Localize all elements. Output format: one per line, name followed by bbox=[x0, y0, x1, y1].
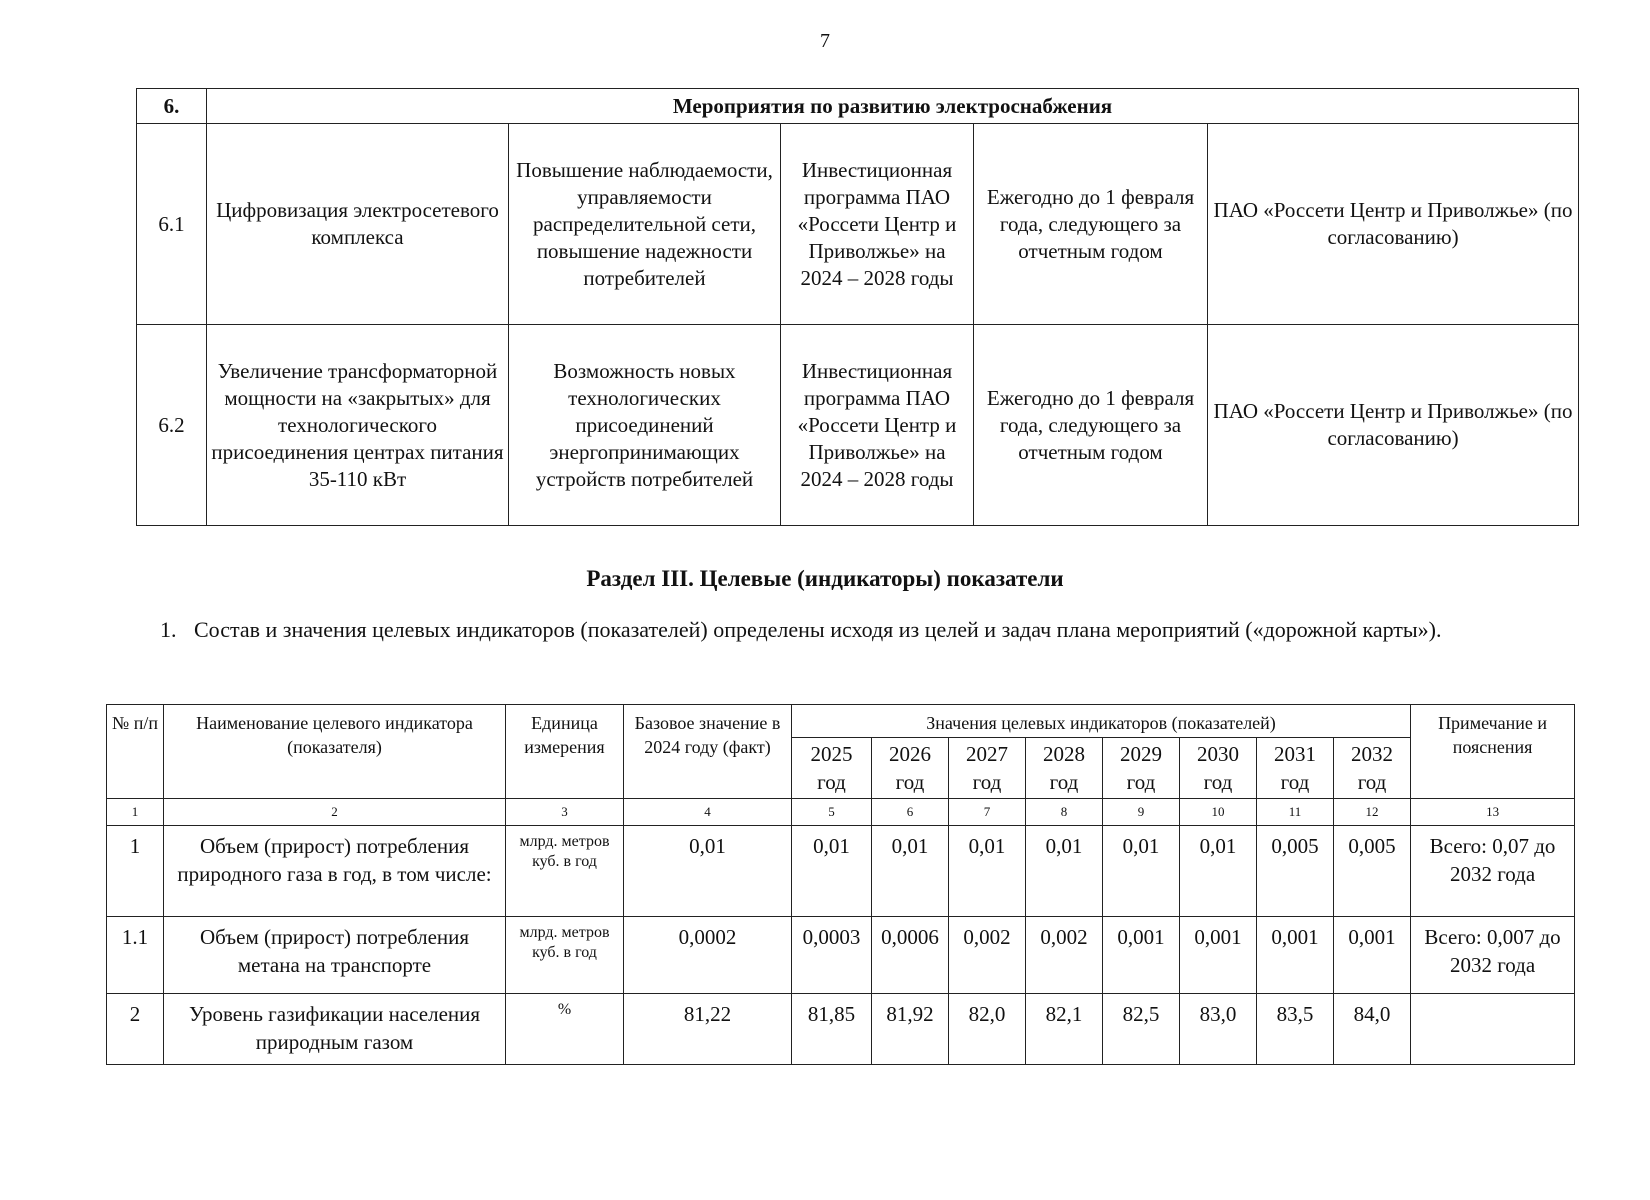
measure-name: Увеличение трансформаторной мощности на «закрытых» для технологического присоединения центрах питания 35-110 кВт bbox=[207, 325, 509, 526]
indicator-value: 82,5 bbox=[1103, 994, 1180, 1065]
header-unit: Единица измерения bbox=[506, 705, 624, 799]
indicator-value: 0,0006 bbox=[872, 917, 949, 994]
intro-paragraph bbox=[160, 616, 1542, 644]
measure-name: Цифровизация электросетевого комплекса bbox=[207, 124, 509, 325]
measure-deadline: Ежегодно до 1 февраля года, следующего за отчетным годом bbox=[974, 124, 1208, 325]
indicator-note: Всего: 0,07 до 2032 года bbox=[1411, 826, 1575, 917]
indicator-value: 0,0003 bbox=[792, 917, 872, 994]
indicator-value: 0,001 bbox=[1103, 917, 1180, 994]
indicator-name: Объем (прирост) потребления метана на транспорте bbox=[164, 917, 506, 994]
header-values: Значения целевых индикаторов (показателей) bbox=[792, 705, 1411, 738]
measure-deadline: Ежегодно до 1 февраля года, следующего за отчетным годом bbox=[974, 325, 1208, 526]
measure-source: Инвестиционная программа ПАО «Россети Центр и Приволжье» на 2024 – 2028 годы bbox=[781, 124, 974, 325]
indicator-value: 0,01 bbox=[1026, 826, 1103, 917]
indicator-value: 0,005 bbox=[1257, 826, 1334, 917]
indicator-value: 0,01 bbox=[792, 826, 872, 917]
indicator-value: 0,002 bbox=[1026, 917, 1103, 994]
header-year: 2029 год bbox=[1103, 738, 1180, 799]
indicator-value: 83,0 bbox=[1180, 994, 1257, 1065]
section-number: 6. bbox=[137, 89, 207, 124]
indicator-value: 81,85 bbox=[792, 994, 872, 1065]
measure-responsible: ПАО «Россети Центр и Приволжье» (по согласованию) bbox=[1208, 325, 1579, 526]
table-row bbox=[137, 124, 1579, 325]
header-num: № п/п bbox=[107, 705, 164, 799]
column-number: 8 bbox=[1026, 799, 1103, 826]
indicator-value: 0,001 bbox=[1257, 917, 1334, 994]
section-title: Мероприятия по развитию электроснабжения bbox=[207, 89, 1579, 124]
indicator-note bbox=[1411, 994, 1575, 1065]
column-number: 12 bbox=[1334, 799, 1411, 826]
column-number: 6 bbox=[872, 799, 949, 826]
column-number: 9 bbox=[1103, 799, 1180, 826]
column-number: 10 bbox=[1180, 799, 1257, 826]
header-year: 2032 год bbox=[1334, 738, 1411, 799]
header-year: 2026 год bbox=[872, 738, 949, 799]
indicator-base: 81,22 bbox=[624, 994, 792, 1065]
indicator-value: 82,0 bbox=[949, 994, 1026, 1065]
measures-table bbox=[136, 88, 1579, 526]
column-number: 7 bbox=[949, 799, 1026, 826]
indicator-unit: млрд. метров куб. в год bbox=[506, 826, 624, 917]
indicator-value: 0,01 bbox=[872, 826, 949, 917]
indicator-value: 83,5 bbox=[1257, 994, 1334, 1065]
section-header-row bbox=[137, 89, 1579, 124]
measure-result: Возможность новых технологических присоединений энергопринимающих устройств потребителей bbox=[509, 325, 781, 526]
indicator-value: 0,01 bbox=[949, 826, 1026, 917]
table-row bbox=[107, 917, 1575, 994]
column-number: 1 bbox=[107, 799, 164, 826]
indicator-number: 2 bbox=[107, 994, 164, 1065]
header-year: 2031 год bbox=[1257, 738, 1334, 799]
indicator-unit: млрд. метров куб. в год bbox=[506, 917, 624, 994]
column-number: 11 bbox=[1257, 799, 1334, 826]
measure-responsible: ПАО «Россети Центр и Приволжье» (по согласованию) bbox=[1208, 124, 1579, 325]
header-year: 2025 год bbox=[792, 738, 872, 799]
header-year: 2030 год bbox=[1180, 738, 1257, 799]
table-row bbox=[107, 826, 1575, 917]
indicator-name: Объем (прирост) потребления природного газа в год, в том числе: bbox=[164, 826, 506, 917]
header-name: Наименование целевого индикатора (показателя) bbox=[164, 705, 506, 799]
indicator-value: 0,01 bbox=[1180, 826, 1257, 917]
indicator-value: 81,92 bbox=[872, 994, 949, 1065]
column-number: 5 bbox=[792, 799, 872, 826]
indicator-base: 0,01 bbox=[624, 826, 792, 917]
measure-result: Повышение наблюдаемости, управляемости распределительной сети, повышение надежности потребителей bbox=[509, 124, 781, 325]
header-year: 2028 год bbox=[1026, 738, 1103, 799]
indicator-value: 0,01 bbox=[1103, 826, 1180, 917]
column-number-row bbox=[107, 799, 1575, 826]
table-row bbox=[107, 994, 1575, 1065]
indicator-number: 1 bbox=[107, 826, 164, 917]
indicator-base: 0,0002 bbox=[624, 917, 792, 994]
header-year: 2027 год bbox=[949, 738, 1026, 799]
indicators-table bbox=[106, 704, 1575, 1065]
measure-number: 6.2 bbox=[137, 325, 207, 526]
table-row bbox=[137, 325, 1579, 526]
column-number: 3 bbox=[506, 799, 624, 826]
indicator-note: Всего: 0,007 до 2032 года bbox=[1411, 917, 1575, 994]
column-number: 13 bbox=[1411, 799, 1575, 826]
indicator-value: 0,005 bbox=[1334, 826, 1411, 917]
header-row bbox=[107, 705, 1575, 738]
intro-text: Состав и значения целевых индикаторов (показателей) определены исходя из целей и задач плана мероприятий («дорожной карты»). bbox=[194, 617, 1442, 642]
measure-source: Инвестиционная программа ПАО «Россети Центр и Приволжье» на 2024 – 2028 годы bbox=[781, 325, 974, 526]
header-note: Примечание и пояснения bbox=[1411, 705, 1575, 799]
page-number: 7 bbox=[820, 30, 830, 52]
header-base: Базовое значение в 2024 году (факт) bbox=[624, 705, 792, 799]
indicator-value: 0,001 bbox=[1334, 917, 1411, 994]
indicator-value: 0,002 bbox=[949, 917, 1026, 994]
indicator-value: 82,1 bbox=[1026, 994, 1103, 1065]
indicator-value: 0,001 bbox=[1180, 917, 1257, 994]
indicator-name: Уровень газификации населения природным газом bbox=[164, 994, 506, 1065]
intro-number: 1. bbox=[160, 617, 177, 642]
indicator-value: 84,0 bbox=[1334, 994, 1411, 1065]
measure-number: 6.1 bbox=[137, 124, 207, 325]
column-number: 2 bbox=[164, 799, 506, 826]
indicator-number: 1.1 bbox=[107, 917, 164, 994]
indicator-unit: % bbox=[506, 994, 624, 1065]
section-heading: Раздел III. Целевые (индикаторы) показатели bbox=[586, 566, 1064, 591]
column-number: 4 bbox=[624, 799, 792, 826]
